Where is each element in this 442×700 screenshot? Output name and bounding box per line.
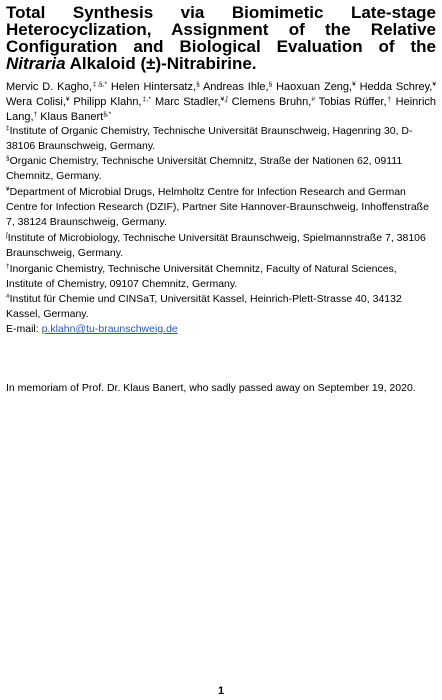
affiliation: #Institut für Chemie und CINSaT, Universität Kassel, Heinrich-Plett-Strasse 40, 34132 Kassel, Germany.	[6, 293, 402, 320]
email-line	[6, 322, 436, 337]
author: Philipp Klahn,‡,*	[69, 96, 152, 108]
author: Klaus Banert§,*	[37, 111, 112, 123]
page-number: 1	[217, 685, 225, 697]
author: Haoxuan Zeng,¥	[272, 81, 356, 93]
author-list	[6, 80, 436, 125]
affiliation: ‡Institute of Organic Chemistry, Technische Universität Braunschweig, Hagenring 30, D-38106 Braunschweig, Germany.	[6, 125, 413, 152]
email-label: E-mail:	[6, 323, 42, 335]
author: Mervic D. Kagho,‡,§,*	[6, 81, 107, 93]
author: Hedda Schrey,¥	[355, 81, 436, 93]
author: Clemens Bruhn,#	[227, 96, 315, 108]
author: Wera Colisi,¥	[6, 96, 70, 108]
title-text-end: Alkaloid (±)-Nitrabirine.	[65, 54, 257, 73]
affiliation: ∫Institute of Microbiology, Technische Universität Braunschweig, Spielmannstraße 7, 38106 Braunschweig, Germany.	[6, 232, 426, 259]
author: Andreas Ihle,§	[199, 81, 273, 93]
affiliation: §Organic Chemistry, Technische Universität Chemnitz, Straße der Nationen 62, 09111 Chemnitz, Germany.	[6, 155, 403, 182]
author: Tobias Rüffer,†	[314, 96, 392, 108]
author: Helen Hintersatz,§	[107, 81, 200, 93]
title-italic-genus: Nitraria	[6, 54, 66, 73]
author: Marc Stadler,¥,∫	[151, 96, 228, 108]
affiliation: †Inorganic Chemistry, Technische Universität Chemnitz, Faculty of Natural Sciences, Institute of Chemistry, 09107 Chemnitz, Germany.	[6, 263, 397, 290]
author: Heinrich Lang,†	[6, 96, 437, 123]
title-text: Total Synthesis via Biomimetic Late-stage Heterocyclization, Assignment of the Relative Configuration and Biological Evaluation of the	[6, 3, 436, 56]
affiliation: ¥Department of Microbial Drugs, Helmholtz Centre for Infection Research and German Centre for Infection Research (DZIF), Partner Site Hannover-Braunschweig, Inhoffenstraße 7, 38124 Braunschweig, Germany.	[6, 186, 429, 228]
paper-title	[6, 4, 436, 72]
email-link[interactable]: p.klahn@tu-braunschweig.de	[41, 323, 178, 335]
memoriam-note: In memoriam of Prof. Dr. Klaus Banert, who sadly passed away on September 19, 2020.	[6, 382, 416, 394]
